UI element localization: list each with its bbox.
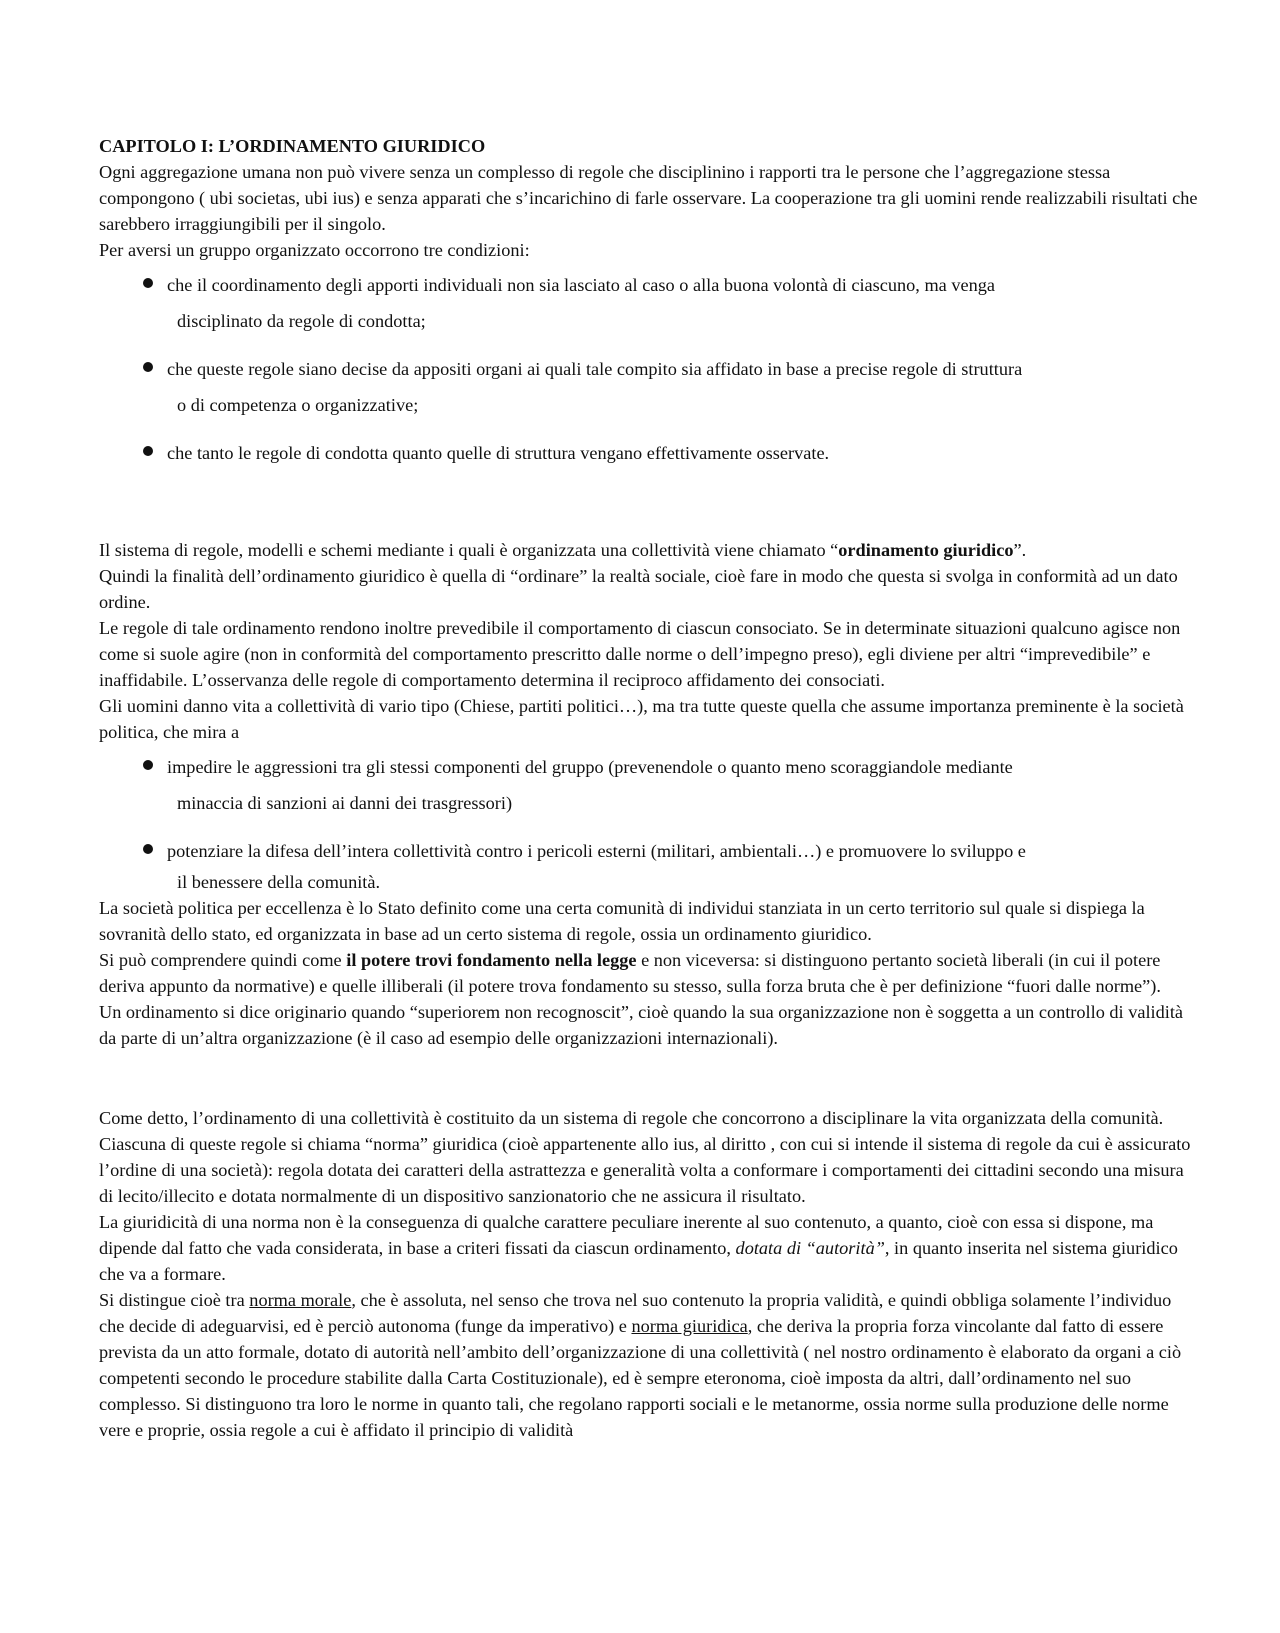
power-text-end: e non viceversa: si distinguono pertanto società liberali (in cui il potere deriva appunto da normative) e quelle illiberali (il potere trova fondamento su stesso, sulla forza bruta che è per definizione “fuori dalle norme”). [99, 950, 1161, 996]
bullet-icon [143, 362, 153, 372]
list-item-line: che il coordinamento degli apporti individuali non sia lasciato al caso o alla buona volontà di ciascuno, ma venga [167, 275, 996, 295]
distinction-text-end: , che deriva la propria forza vincolante dal fatto di essere prevista da un atto formale, dotato di autorità nell’ambito dell’organizzazione di una collettività ( nel nostro ordinamento è elaborato da organi a ciò competenti secondo le procedure stabilite dalla Carta Costituzionale), ed è sempre eteronoma, cioè imposta da altri, dall’ordinamento nel suo complesso. Si distinguono tra loro le norme in quanto tali, che regolano rapporti sociali e le metanorme, ossia norme sulla produzione delle norme vere e proprie, ossia regole a cui è affidato il principio di validità [99, 1316, 1182, 1440]
list-item [99, 435, 1199, 471]
list-item-continuation: disciplinato da regole di condotta; [177, 311, 426, 331]
legal-norm-term: norma giuridica [631, 1316, 748, 1336]
definition-text: Il sistema di regole, modelli e schemi mediante i quali è organizzata una collettività viene chiamato “ [99, 540, 839, 560]
power-emphasis: il potere trovi fondamento nella legge [346, 950, 637, 970]
section-spacer [99, 1051, 1199, 1105]
predictability-paragraph: Le regole di tale ordinamento rendono inoltre prevedibile il comportamento di ciascun consociato. Se in determinate situazioni qualcuno agisce non come si suole agire (non in conformità del comportamento prescritto dalle norme o dell’impegno preso), egli diviene per altri “imprevedibile” e inaffidabile. L’osservanza delle regole di comportamento determina il reciproco affidamento dei consociati. [99, 618, 1181, 690]
state-paragraph: La società politica per eccellenza è lo Stato definito come una certa comunità di individui stanziata in un certo territorio sul quale si dispiega la sovranità dello stato, ed organizzata in base ad un certo sistema di regole, ossia un ordinamento giuridico. [99, 898, 1145, 944]
bullet-icon [143, 278, 153, 288]
distinction-paragraph [99, 1287, 1199, 1443]
intro-paragraph: Ogni aggregazione umana non può vivere senza un complesso di regole che disciplinino i rapporti tra le persone che l’aggregazione stessa compongono ( ubi societas, ubi ius) e senza apparati che s’incarichino di farle osservare. La cooperazione tra gli uomini rende realizzabili risultati che sarebbero irraggiungibili per il singolo. [99, 162, 1198, 234]
list-item [99, 833, 1199, 895]
bullet-icon [143, 760, 153, 770]
definition-term: ordinamento giuridico [838, 540, 1014, 560]
rules-paragraph: Come detto, l’ordinamento di una collettività è costituito da un sistema di regole che concorrono a disciplinare la vita organizzata della comunità. [99, 1108, 1164, 1128]
conditions-list [99, 267, 1199, 471]
norm-paragraph: Ciascuna di queste regole si chiama “norma” giuridica (cioè appartenente allo ius, al diritto , con cui si intende il sistema di regole da cui è assicurato l’ordine di una società): regola dotata dei caratteri della astrattezza e generalità volta a conformare i comportamenti dei cittadini secondo una misura di lecito/illecito e dotata normalmente di un dispositivo sanzionatorio che ne assicura il risultato. [99, 1134, 1191, 1206]
power-paragraph [99, 947, 1199, 999]
section-spacer [99, 483, 1199, 537]
chapter-title: CAPITOLO I: L’ORDINAMENTO GIURIDICO [99, 136, 486, 156]
conditions-lead: Per aversi un gruppo organizzato occorrono tre condizioni: [99, 240, 530, 260]
juridicity-paragraph [99, 1209, 1199, 1287]
distinction-text-mid: , che è assoluta, nel senso che trova nel suo contenuto la propria validità, e quindi obbliga solamente l’individuo che decide di adeguarvisi, ed è perciò autonoma (funge da imperativo) e [99, 1290, 1172, 1336]
document-page [99, 133, 1199, 1443]
definition-end: ”. [1013, 540, 1027, 560]
aims-list [99, 749, 1199, 895]
list-item [99, 351, 1199, 423]
distinction-text: Si distingue cioè tra [99, 1290, 250, 1310]
list-item [99, 749, 1199, 821]
juridicity-text: La giuridicità di una norma non è la conseguenza di qualche carattere peculiare inerente al suo contenuto, a quanto, cioè con essa si dispone, ma dipende dal fatto che vada considerata, in base a criteri fissati da ciascun ordinamento, [99, 1212, 1154, 1258]
list-item-line: impedire le aggressioni tra gli stessi componenti del gruppo (prevenendole o quanto meno scoraggiandole mediante [167, 757, 1013, 777]
collectivity-paragraph: Gli uomini danno vita a collettività di vario tipo (Chiese, partiti politici…), ma tra tutte queste quella che assume importanza preminente è la società politica, che mira a [99, 696, 1184, 742]
moral-norm-term: norma morale [249, 1290, 352, 1310]
list-item-line: che tanto le regole di condotta quanto quelle di struttura vengano effettivamente osservate. [167, 443, 830, 463]
list-item-continuation: il benessere della comunità. [177, 872, 381, 892]
definition-paragraph [99, 537, 1199, 563]
list-item-line: che queste regole siano decise da appositi organi ai quali tale compito sia affidato in base a precise regole di struttura [167, 359, 1023, 379]
list-item [99, 267, 1199, 339]
purpose-paragraph: Quindi la finalità dell’ordinamento giuridico è quella di “ordinare” la realtà sociale, cioè fare in modo che questa si svolga in conformità ad un dato ordine. [99, 566, 1178, 612]
list-item-line: potenziare la difesa dell’intera collettività contro i pericoli esterni (militari, ambientali…) e promuovere lo sviluppo e [167, 841, 1026, 861]
original-order-paragraph: Un ordinamento si dice originario quando “superiorem non recognoscit”, cioè quando la sua organizzazione non è soggetta a un controllo di validità da parte di un’altra organizzazione (è il caso ad esempio delle organizzazioni internazionali). [99, 1002, 1184, 1048]
bullet-icon [143, 844, 153, 854]
list-item-continuation: o di competenza o organizzative; [177, 395, 419, 415]
juridicity-emphasis: dotata di “autorità” [735, 1238, 885, 1258]
list-item-continuation: minaccia di sanzioni ai danni dei trasgressori) [177, 793, 513, 813]
power-text: Si può comprendere quindi come [99, 950, 347, 970]
juridicity-text-end: , in quanto inserita nel sistema giuridico che va a formare. [99, 1238, 1178, 1284]
bullet-icon [143, 446, 153, 456]
